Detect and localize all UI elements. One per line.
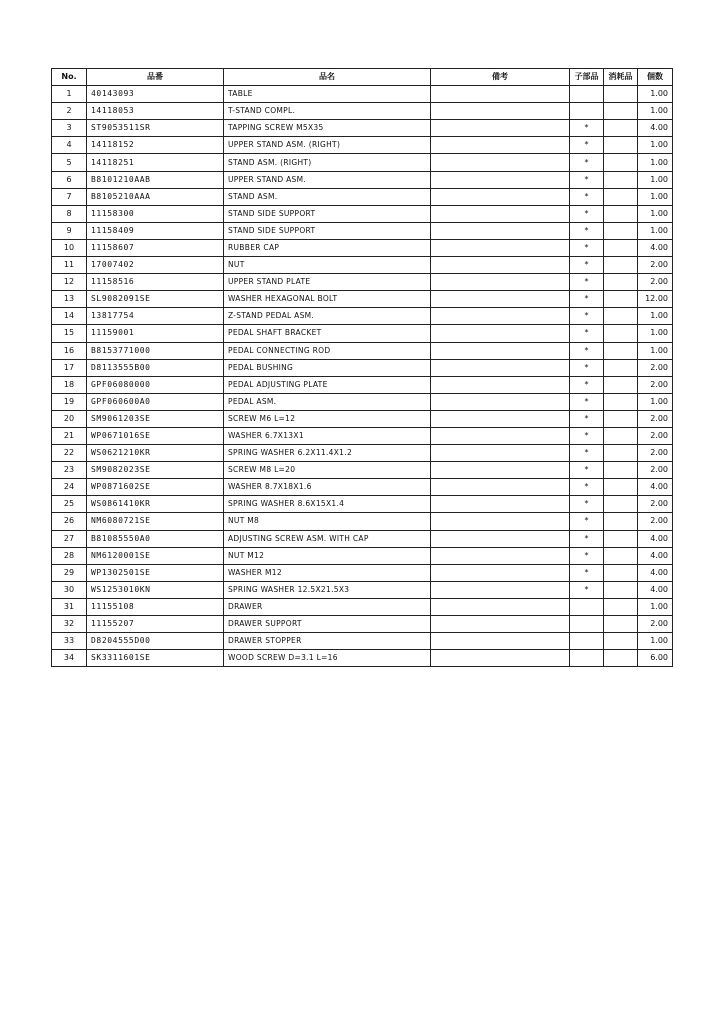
table-row — [52, 308, 673, 325]
remarks-cell — [431, 257, 570, 274]
part-number-cell: GPF06080000 — [87, 376, 224, 393]
remarks-cell — [431, 633, 570, 650]
part-name-cell: SPRING WASHER 8.6X15X1.4 — [224, 496, 431, 513]
remarks-cell — [431, 188, 570, 205]
table-row — [52, 291, 673, 308]
sub-part-mark: * — [570, 291, 604, 308]
table-row — [52, 342, 673, 359]
quantity-cell: 4.00 — [638, 120, 673, 137]
quantity-cell: 4.00 — [638, 530, 673, 547]
quantity-cell: 1.00 — [638, 393, 673, 410]
sub-part-mark — [570, 598, 604, 615]
row-number: 27 — [52, 530, 87, 547]
remarks-cell — [431, 154, 570, 171]
row-number: 32 — [52, 616, 87, 633]
quantity-cell: 4.00 — [638, 547, 673, 564]
consumable-mark — [604, 513, 638, 530]
row-number: 28 — [52, 547, 87, 564]
table-row — [52, 205, 673, 222]
part-name-cell: PEDAL ADJUSTING PLATE — [224, 376, 431, 393]
quantity-cell: 1.00 — [638, 171, 673, 188]
quantity-cell: 2.00 — [638, 427, 673, 444]
quantity-cell: 4.00 — [638, 581, 673, 598]
table-row — [52, 513, 673, 530]
part-name-cell: UPPER STAND ASM. (RIGHT) — [224, 137, 431, 154]
table-row — [52, 359, 673, 376]
part-number-cell: 11158516 — [87, 274, 224, 291]
table-row — [52, 633, 673, 650]
consumable-mark — [604, 308, 638, 325]
consumable-mark — [604, 291, 638, 308]
part-name-cell: PEDAL BUSHING — [224, 359, 431, 376]
quantity-cell: 2.00 — [638, 445, 673, 462]
quantity-cell: 1.00 — [638, 342, 673, 359]
consumable-mark — [604, 120, 638, 137]
row-number: 12 — [52, 274, 87, 291]
remarks-cell — [431, 530, 570, 547]
table-row — [52, 239, 673, 256]
row-number: 2 — [52, 103, 87, 120]
remarks-cell — [431, 308, 570, 325]
remarks-cell — [431, 462, 570, 479]
header-sub-part: 子部品 — [570, 69, 604, 86]
consumable-mark — [604, 239, 638, 256]
part-name-cell: WASHER 8.7X18X1.6 — [224, 479, 431, 496]
quantity-cell: 4.00 — [638, 479, 673, 496]
part-number-cell: B8153771000 — [87, 342, 224, 359]
consumable-mark — [604, 342, 638, 359]
consumable-mark — [604, 530, 638, 547]
sub-part-mark: * — [570, 530, 604, 547]
part-name-cell: TAPPING SCREW M5X35 — [224, 120, 431, 137]
table-row — [52, 257, 673, 274]
table-row — [52, 616, 673, 633]
part-number-cell: 13817754 — [87, 308, 224, 325]
quantity-cell: 1.00 — [638, 154, 673, 171]
row-number: 6 — [52, 171, 87, 188]
sub-part-mark: * — [570, 188, 604, 205]
row-number: 15 — [52, 325, 87, 342]
part-name-cell: DRAWER — [224, 598, 431, 615]
table-body — [52, 86, 673, 667]
remarks-cell — [431, 86, 570, 103]
remarks-cell — [431, 650, 570, 667]
part-name-cell: ADJUSTING SCREW ASM. WITH CAP — [224, 530, 431, 547]
sub-part-mark: * — [570, 376, 604, 393]
part-number-cell: SL9082091SE — [87, 291, 224, 308]
quantity-cell: 1.00 — [638, 325, 673, 342]
row-number: 22 — [52, 445, 87, 462]
table-row — [52, 581, 673, 598]
parts-list-table — [51, 68, 673, 667]
part-name-cell: SPRING WASHER 12.5X21.5X3 — [224, 581, 431, 598]
consumable-mark — [604, 393, 638, 410]
table-row — [52, 547, 673, 564]
consumable-mark — [604, 171, 638, 188]
part-number-cell: 11155207 — [87, 616, 224, 633]
row-number: 21 — [52, 427, 87, 444]
table-row — [52, 410, 673, 427]
part-number-cell: WP1302501SE — [87, 564, 224, 581]
part-name-cell: UPPER STAND ASM. — [224, 171, 431, 188]
part-name-cell: DRAWER STOPPER — [224, 633, 431, 650]
table-row — [52, 325, 673, 342]
table-row — [52, 222, 673, 239]
quantity-cell: 4.00 — [638, 564, 673, 581]
consumable-mark — [604, 427, 638, 444]
part-name-cell: WASHER HEXAGONAL BOLT — [224, 291, 431, 308]
table-row — [52, 376, 673, 393]
sub-part-mark: * — [570, 222, 604, 239]
row-number: 16 — [52, 342, 87, 359]
consumable-mark — [604, 479, 638, 496]
table-row — [52, 393, 673, 410]
sub-part-mark: * — [570, 274, 604, 291]
quantity-cell: 2.00 — [638, 462, 673, 479]
row-number: 3 — [52, 120, 87, 137]
consumable-mark — [604, 103, 638, 120]
table-row — [52, 103, 673, 120]
sub-part-mark — [570, 103, 604, 120]
quantity-cell: 1.00 — [638, 188, 673, 205]
part-number-cell: ST9053511SR — [87, 120, 224, 137]
sub-part-mark: * — [570, 239, 604, 256]
part-number-cell: B8105210AAA — [87, 188, 224, 205]
row-number: 23 — [52, 462, 87, 479]
sub-part-mark: * — [570, 513, 604, 530]
part-number-cell: NM6080721SE — [87, 513, 224, 530]
sub-part-mark: * — [570, 496, 604, 513]
table-row — [52, 650, 673, 667]
consumable-mark — [604, 633, 638, 650]
part-number-cell: B8101210AAB — [87, 171, 224, 188]
part-name-cell: RUBBER CAP — [224, 239, 431, 256]
sub-part-mark: * — [570, 410, 604, 427]
remarks-cell — [431, 616, 570, 633]
consumable-mark — [604, 86, 638, 103]
sub-part-mark: * — [570, 359, 604, 376]
table-row — [52, 137, 673, 154]
sub-part-mark: * — [570, 581, 604, 598]
table-row — [52, 120, 673, 137]
remarks-cell — [431, 239, 570, 256]
part-name-cell: UPPER STAND PLATE — [224, 274, 431, 291]
remarks-cell — [431, 291, 570, 308]
table-row — [52, 462, 673, 479]
part-name-cell: STAND ASM. — [224, 188, 431, 205]
table-row — [52, 427, 673, 444]
part-number-cell: WS0861410KR — [87, 496, 224, 513]
header-row — [52, 69, 673, 86]
consumable-mark — [604, 205, 638, 222]
sub-part-mark: * — [570, 154, 604, 171]
sub-part-mark: * — [570, 393, 604, 410]
row-number: 13 — [52, 291, 87, 308]
part-name-cell: T-STAND COMPL. — [224, 103, 431, 120]
quantity-cell: 1.00 — [638, 308, 673, 325]
quantity-cell: 1.00 — [638, 137, 673, 154]
part-number-cell: 11158409 — [87, 222, 224, 239]
part-number-cell: SM9061203SE — [87, 410, 224, 427]
consumable-mark — [604, 325, 638, 342]
part-number-cell: WP0671016SE — [87, 427, 224, 444]
quantity-cell: 2.00 — [638, 513, 673, 530]
table-row — [52, 598, 673, 615]
consumable-mark — [604, 598, 638, 615]
part-name-cell: WASHER 6.7X13X1 — [224, 427, 431, 444]
consumable-mark — [604, 376, 638, 393]
header-remarks: 備考 — [431, 69, 570, 86]
table-row — [52, 188, 673, 205]
part-name-cell: WASHER M12 — [224, 564, 431, 581]
part-name-cell: PEDAL CONNECTING ROD — [224, 342, 431, 359]
remarks-cell — [431, 564, 570, 581]
part-number-cell: 17007402 — [87, 257, 224, 274]
part-name-cell: DRAWER SUPPORT — [224, 616, 431, 633]
sub-part-mark: * — [570, 308, 604, 325]
sub-part-mark: * — [570, 462, 604, 479]
part-name-cell: NUT — [224, 257, 431, 274]
remarks-cell — [431, 171, 570, 188]
sub-part-mark — [570, 650, 604, 667]
remarks-cell — [431, 445, 570, 462]
sub-part-mark: * — [570, 547, 604, 564]
row-number: 30 — [52, 581, 87, 598]
row-number: 10 — [52, 239, 87, 256]
sub-part-mark: * — [570, 479, 604, 496]
consumable-mark — [604, 564, 638, 581]
quantity-cell: 12.00 — [638, 291, 673, 308]
quantity-cell: 1.00 — [638, 222, 673, 239]
part-number-cell: SM9082023SE — [87, 462, 224, 479]
sub-part-mark — [570, 633, 604, 650]
consumable-mark — [604, 445, 638, 462]
part-number-cell: 14118251 — [87, 154, 224, 171]
sub-part-mark — [570, 86, 604, 103]
part-number-cell: GPF060600A0 — [87, 393, 224, 410]
remarks-cell — [431, 205, 570, 222]
sub-part-mark — [570, 616, 604, 633]
quantity-cell: 2.00 — [638, 359, 673, 376]
row-number: 7 — [52, 188, 87, 205]
quantity-cell: 2.00 — [638, 376, 673, 393]
part-number-cell: 11158300 — [87, 205, 224, 222]
row-number: 33 — [52, 633, 87, 650]
table-row — [52, 530, 673, 547]
consumable-mark — [604, 222, 638, 239]
consumable-mark — [604, 650, 638, 667]
quantity-cell: 4.00 — [638, 239, 673, 256]
quantity-cell: 1.00 — [638, 598, 673, 615]
consumable-mark — [604, 137, 638, 154]
part-name-cell: SPRING WASHER 6.2X11.4X1.2 — [224, 445, 431, 462]
remarks-cell — [431, 427, 570, 444]
row-number: 17 — [52, 359, 87, 376]
sub-part-mark: * — [570, 257, 604, 274]
row-number: 34 — [52, 650, 87, 667]
quantity-cell: 2.00 — [638, 257, 673, 274]
part-number-cell: 14118053 — [87, 103, 224, 120]
part-number-cell: NM6120001SE — [87, 547, 224, 564]
part-name-cell: STAND SIDE SUPPORT — [224, 205, 431, 222]
row-number: 25 — [52, 496, 87, 513]
remarks-cell — [431, 376, 570, 393]
part-number-cell: WP0871602SE — [87, 479, 224, 496]
header-no: No. — [52, 69, 87, 86]
part-name-cell: PEDAL SHAFT BRACKET — [224, 325, 431, 342]
consumable-mark — [604, 462, 638, 479]
row-number: 8 — [52, 205, 87, 222]
sub-part-mark: * — [570, 171, 604, 188]
consumable-mark — [604, 496, 638, 513]
part-name-cell: NUT M12 — [224, 547, 431, 564]
row-number: 1 — [52, 86, 87, 103]
consumable-mark — [604, 154, 638, 171]
part-number-cell: 11159001 — [87, 325, 224, 342]
table-row — [52, 564, 673, 581]
quantity-cell: 2.00 — [638, 616, 673, 633]
row-number: 4 — [52, 137, 87, 154]
table-row — [52, 86, 673, 103]
part-number-cell: WS0621210KR — [87, 445, 224, 462]
remarks-cell — [431, 103, 570, 120]
row-number: 24 — [52, 479, 87, 496]
row-number: 5 — [52, 154, 87, 171]
table-row — [52, 274, 673, 291]
sub-part-mark: * — [570, 427, 604, 444]
part-number-cell: D8204555D00 — [87, 633, 224, 650]
quantity-cell: 1.00 — [638, 103, 673, 120]
sub-part-mark: * — [570, 564, 604, 581]
quantity-cell: 2.00 — [638, 410, 673, 427]
part-name-cell: STAND ASM. (RIGHT) — [224, 154, 431, 171]
part-name-cell: PEDAL ASM. — [224, 393, 431, 410]
part-number-cell: D8113555B00 — [87, 359, 224, 376]
table-row — [52, 445, 673, 462]
row-number: 11 — [52, 257, 87, 274]
header-part-name: 品名 — [224, 69, 431, 86]
remarks-cell — [431, 342, 570, 359]
quantity-cell: 1.00 — [638, 633, 673, 650]
sub-part-mark: * — [570, 445, 604, 462]
row-number: 31 — [52, 598, 87, 615]
part-number-cell: SK3311601SE — [87, 650, 224, 667]
remarks-cell — [431, 120, 570, 137]
row-number: 14 — [52, 308, 87, 325]
part-number-cell: 40143093 — [87, 86, 224, 103]
part-name-cell: Z-STAND PEDAL ASM. — [224, 308, 431, 325]
part-number-cell: WS1253010KN — [87, 581, 224, 598]
quantity-cell: 2.00 — [638, 496, 673, 513]
consumable-mark — [604, 188, 638, 205]
remarks-cell — [431, 325, 570, 342]
sub-part-mark: * — [570, 325, 604, 342]
part-number-cell: 11155108 — [87, 598, 224, 615]
table-row — [52, 496, 673, 513]
part-name-cell: NUT M8 — [224, 513, 431, 530]
remarks-cell — [431, 359, 570, 376]
remarks-cell — [431, 581, 570, 598]
consumable-mark — [604, 359, 638, 376]
remarks-cell — [431, 496, 570, 513]
quantity-cell: 2.00 — [638, 274, 673, 291]
quantity-cell: 1.00 — [638, 205, 673, 222]
consumable-mark — [604, 274, 638, 291]
remarks-cell — [431, 137, 570, 154]
remarks-cell — [431, 598, 570, 615]
part-name-cell: WOOD SCREW D=3.1 L=16 — [224, 650, 431, 667]
part-name-cell: SCREW M6 L=12 — [224, 410, 431, 427]
remarks-cell — [431, 222, 570, 239]
sub-part-mark: * — [570, 120, 604, 137]
remarks-cell — [431, 547, 570, 564]
consumable-mark — [604, 616, 638, 633]
row-number: 20 — [52, 410, 87, 427]
quantity-cell: 6.00 — [638, 650, 673, 667]
remarks-cell — [431, 410, 570, 427]
table-header — [52, 69, 673, 86]
sub-part-mark: * — [570, 137, 604, 154]
row-number: 19 — [52, 393, 87, 410]
part-number-cell: 11158607 — [87, 239, 224, 256]
header-quantity: 個数 — [638, 69, 673, 86]
remarks-cell — [431, 513, 570, 530]
table-row — [52, 154, 673, 171]
consumable-mark — [604, 581, 638, 598]
table-row — [52, 171, 673, 188]
row-number: 18 — [52, 376, 87, 393]
header-consumable: 消耗品 — [604, 69, 638, 86]
row-number: 9 — [52, 222, 87, 239]
row-number: 29 — [52, 564, 87, 581]
remarks-cell — [431, 479, 570, 496]
remarks-cell — [431, 274, 570, 291]
header-part-number: 品番 — [87, 69, 224, 86]
part-name-cell: STAND SIDE SUPPORT — [224, 222, 431, 239]
quantity-cell: 1.00 — [638, 86, 673, 103]
sub-part-mark: * — [570, 205, 604, 222]
sub-part-mark: * — [570, 342, 604, 359]
consumable-mark — [604, 410, 638, 427]
part-number-cell: B81085550A0 — [87, 530, 224, 547]
consumable-mark — [604, 257, 638, 274]
table-row — [52, 479, 673, 496]
part-name-cell: SCREW M8 L=20 — [224, 462, 431, 479]
part-name-cell: TABLE — [224, 86, 431, 103]
remarks-cell — [431, 393, 570, 410]
part-number-cell: 14118152 — [87, 137, 224, 154]
consumable-mark — [604, 547, 638, 564]
row-number: 26 — [52, 513, 87, 530]
